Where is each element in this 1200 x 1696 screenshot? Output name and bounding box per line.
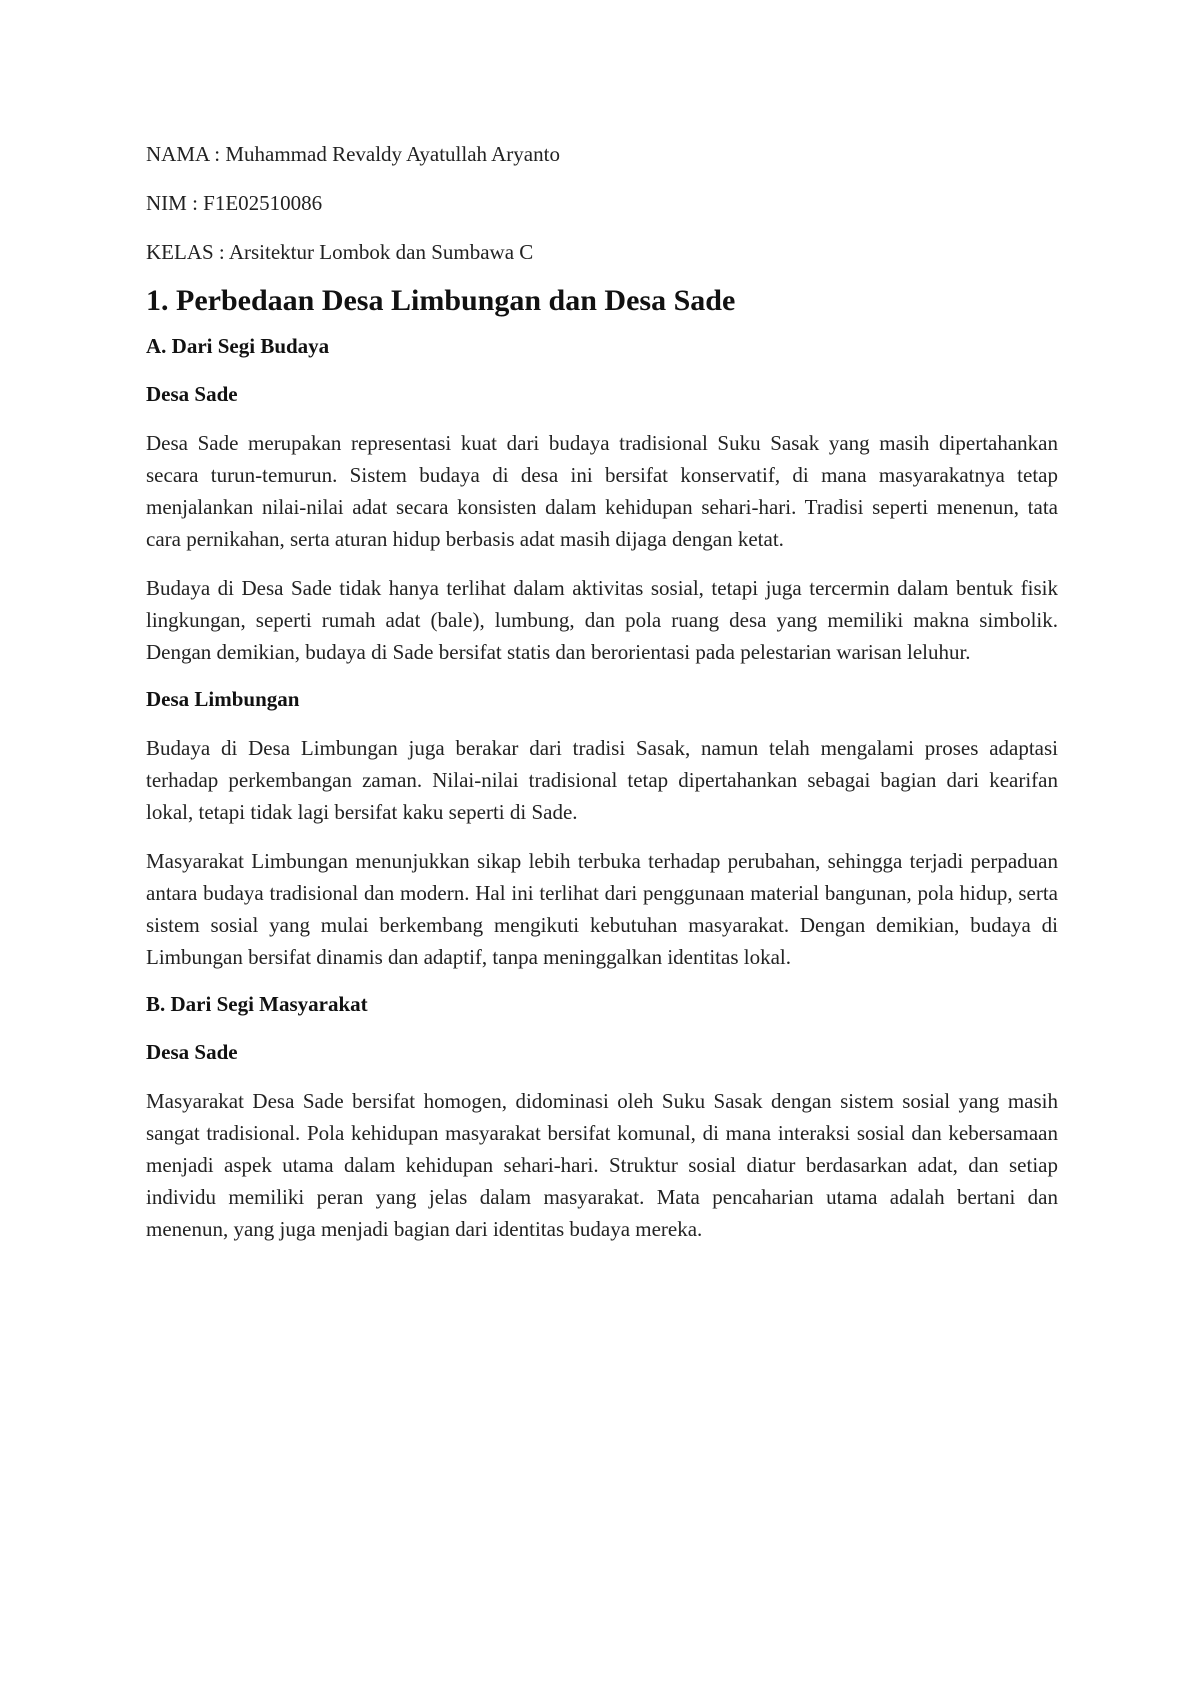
- section-a-sade-heading: Desa Sade: [146, 382, 238, 406]
- section-b-sade-heading: Desa Sade: [146, 1040, 238, 1064]
- section-b-sade-paragraph-1: Masyarakat Desa Sade bersifat homogen, didominasi oleh Suku Sasak dengan sistem sosial yang masih sangat tradisional. Pola kehidupan masyarakat bersifat komunal, di mana interaksi sosial dan kebersamaan menjadi aspek utama dalam kehidupan sehari-hari. Struktur sosial diatur berdasarkan adat, dan setiap individu memiliki peran yang jelas dalam masyarakat. Mata pencaharian utama adalah bertani dan menenun, yang juga menjadi bagian dari identitas budaya mereka.: [146, 1089, 1058, 1241]
- section-a-sade-paragraph-2: Budaya di Desa Sade tidak hanya terlihat dalam aktivitas sosial, tetapi juga tercermin dalam bentuk fisik lingkungan, seperti rumah adat (bale), lumbung, dan pola ruang desa yang memiliki makna simbolik. Dengan demikian, budaya di Sade bersifat statis dan berorientasi pada pelestarian warisan leluhur.: [146, 576, 1058, 664]
- document-title: 1. Perbedaan Desa Limbungan dan Desa Sade: [146, 284, 736, 317]
- section-a-heading: A. Dari Segi Budaya: [146, 334, 330, 358]
- student-class: KELAS : Arsitektur Lombok dan Sumbawa C: [146, 240, 534, 264]
- section-a-limbungan-heading: Desa Limbungan: [146, 687, 300, 711]
- section-a-limbungan-paragraph-2: Masyarakat Limbungan menunjukkan sikap lebih terbuka terhadap perubahan, sehingga terjadi perpaduan antara budaya tradisional dan modern. Hal ini terlihat dari penggunaan material bangunan, pola hidup, serta sistem sosial yang mulai berkembang mengikuti kebutuhan masyarakat. Dengan demikian, budaya di Limbungan bersifat dinamis dan adaptif, tanpa meninggalkan identitas lokal.: [146, 849, 1058, 969]
- section-b-heading: B. Dari Segi Masyarakat: [146, 992, 368, 1016]
- document-content: [146, 140, 1058, 1262]
- student-name: NAMA : Muhammad Revaldy Ayatullah Aryanto: [146, 142, 560, 166]
- student-nim: NIM : F1E02510086: [146, 191, 323, 215]
- section-a-sade-paragraph-1: Desa Sade merupakan representasi kuat dari budaya tradisional Suku Sasak yang masih dipertahankan secara turun-temurun. Sistem budaya di desa ini bersifat konservatif, di mana masyarakatnya tetap menjalankan nilai-nilai adat secara konsisten dalam kehidupan sehari-hari. Tradisi seperti menenun, tata cara pernikahan, serta aturan hidup berbasis adat masih dijaga dengan ketat.: [146, 431, 1058, 551]
- section-a-limbungan-paragraph-1: Budaya di Desa Limbungan juga berakar dari tradisi Sasak, namun telah mengalami proses adaptasi terhadap perkembangan zaman. Nilai-nilai tradisional tetap dipertahankan sebagai bagian dari kearifan lokal, tetapi tidak lagi bersifat kaku seperti di Sade.: [146, 736, 1058, 824]
